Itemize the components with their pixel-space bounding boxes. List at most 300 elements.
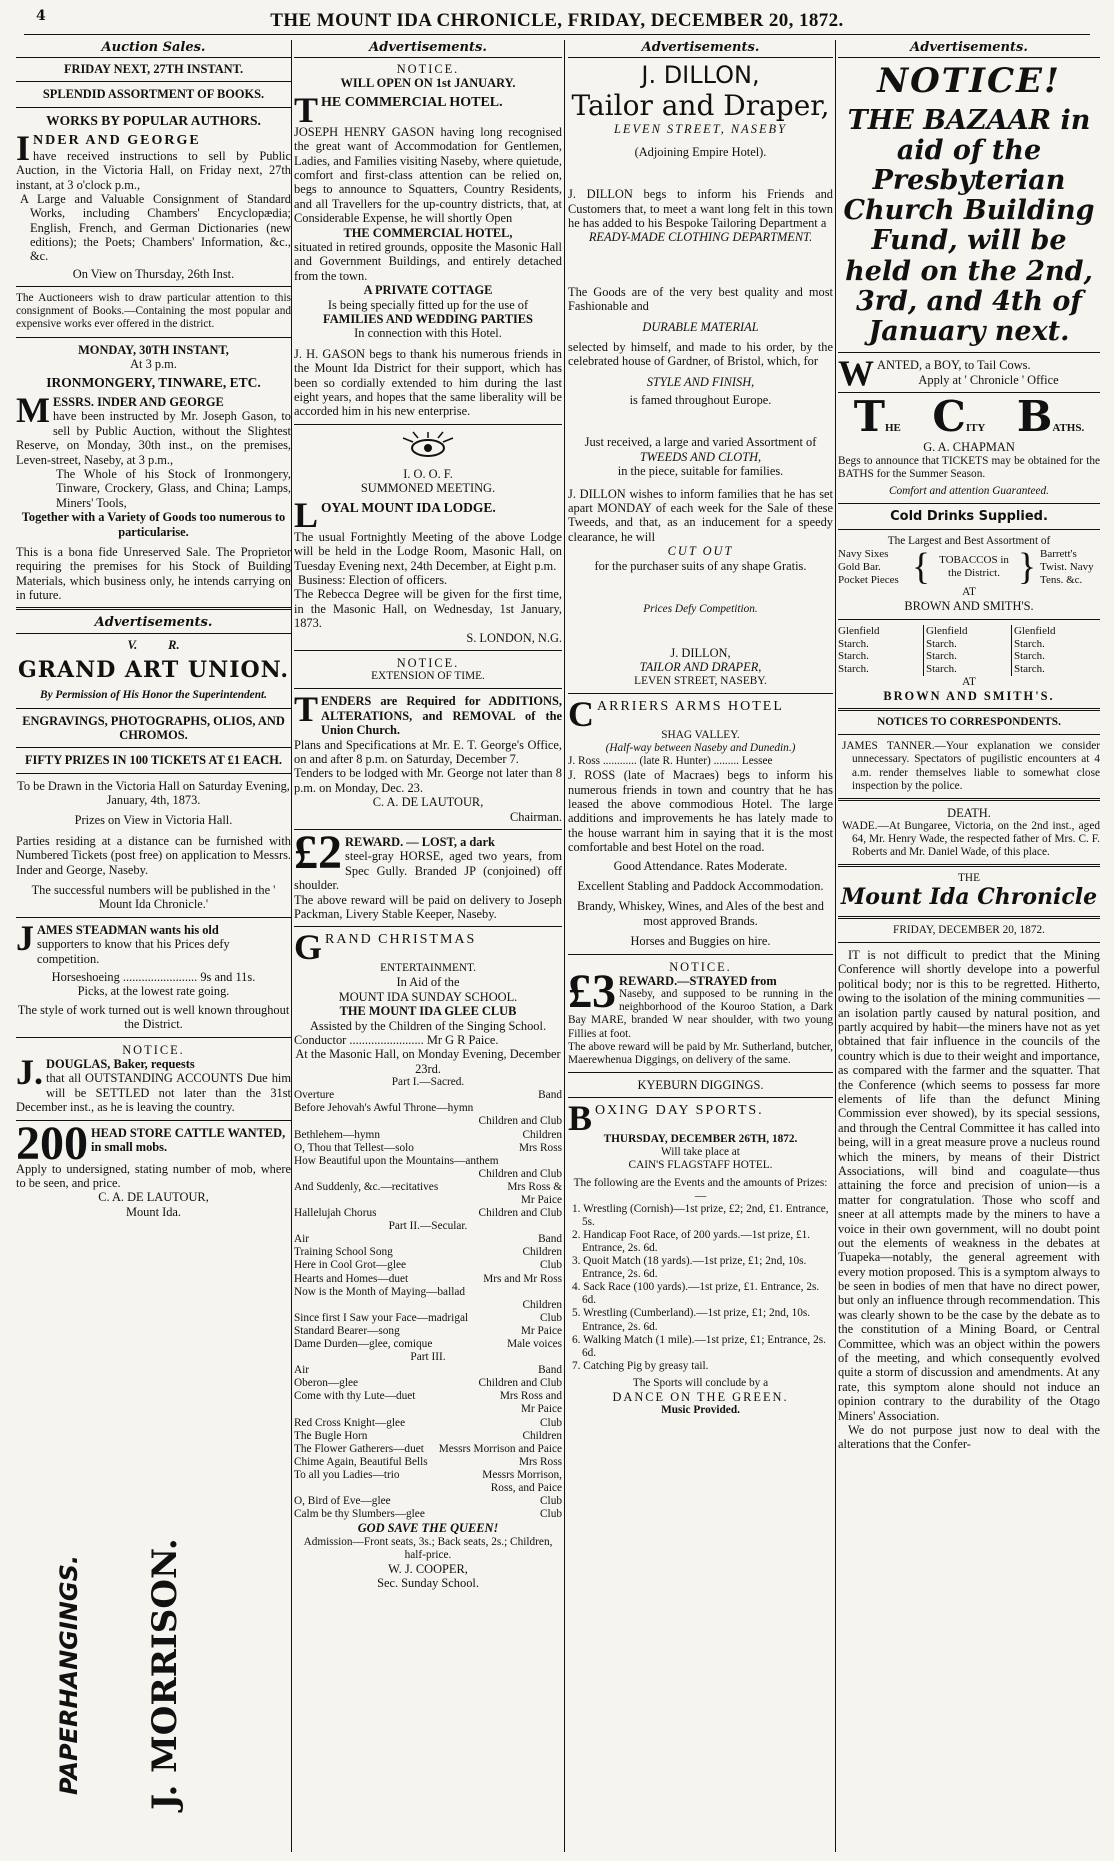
ad-body: that all OUTSTANDING ACCOUNTS Due him will be SETTLED not later than the 31st December inst., as he is leaving the country. [16,1071,291,1115]
newspaper-title: Mount Ida Chronicle [840,884,1098,911]
divider [16,81,291,82]
ad-heading: RAND CHRISTMAS [325,932,477,948]
programme-item [294,1273,562,1286]
ad-body: A Large and Valuable Consignment of Standard Works, including Chambers' Encyclopædia; English, French, and German Dictionaries (new editions); the Poets; Chambers' Information, &c., &c. [20,191,291,264]
programme-piece: Red Cross Knight—glee [294,1416,406,1429]
ad-heading: GRAND ART UNION. [17,656,290,683]
programme-item [294,1403,562,1416]
programme-piece [294,1403,517,1416]
ad-line: The Largest and Best Assortment of [887,534,1051,547]
ad-line: WILL OPEN ON 1st JANUARY. [340,76,516,91]
divider [16,917,291,918]
ad-heading: REWARD. — LOST, a dark [345,834,495,849]
programme-item [294,1364,562,1377]
ad-heading: NDER AND GEORGE [33,132,201,148]
programme-piece [294,1299,518,1312]
programme-part-1 [294,1089,562,1220]
event-item: 5. Wrestling (Cumberland).—1st prize, £1; 2nd, 10s. Entrance, 2s. 6d. [572,1307,811,1333]
divider [16,1037,291,1038]
programme-item [294,1469,562,1482]
programme-piece: Overture [294,1089,335,1102]
programme-performer: Club [540,1259,562,1272]
ad-line: EXTENSION OF TIME. [371,670,485,683]
reward-amount: £3 [568,964,616,1018]
ad-signature: Chairman. [510,809,562,824]
programme-performer: Mr Paice [520,1403,562,1416]
ad-body: J. H. GASON begs to thank his numerous friends in the Mount Ida District for their support, which has been so cordially extended to him during the last eight years, and hopes that the same liberality will be accorded him in his new enterprise. [294,346,562,419]
ad-body: selected by himself, and made to his order, by the celebrated house of Gardner, of Bristol, which, for [568,339,833,369]
ad-line: AT [962,586,976,599]
programme-piece: Chime Again, Beautiful Bells [294,1455,428,1468]
ad-body: situated in retired grounds, opposite the Masonic Hall and Government Buildings, and entirely detached from the town. [294,239,562,283]
event-item: 2. Handicap Foot Race, of 200 yards.—1st prize, £1. Entrance, 2s. 6d. [572,1228,811,1254]
divider [16,286,291,287]
programme-performer: Messrs Morrison, [482,1468,562,1481]
ad-body: Parties residing at a distance can be furnished with Numbered Tickets (post free) on application to Messrs. Inder and George, Naseby. [16,833,291,877]
column-2 [294,40,562,1850]
programme-part-3 [294,1364,562,1521]
section-heading: DEATH. [947,805,991,820]
programme-performer: Messrs Morrison and Paice [438,1442,562,1455]
divider [16,337,291,338]
programme-performer: Mrs Ross & [507,1180,562,1193]
programme-heading: Part III. [410,1351,446,1364]
programme-item [294,1142,562,1155]
programme-item [294,1207,562,1220]
drop-cap: M [16,389,50,430]
ad-line: BROWN AND SMITH'S. [883,688,1055,703]
ad-body: The Goods are of the very best quality and most Fashionable and [568,284,833,314]
ad-line: Conductor ........................ Mr G R Paice. [294,1032,499,1047]
inder-ad-1 [16,127,291,332]
programme-piece: And Suddenly, &c.—recitatives [294,1180,439,1193]
ad-signature: Sec. Sunday School. [377,1576,479,1591]
glenfield-starch-table [838,625,1100,676]
section-heading: Advertisements. [294,40,562,58]
baths-letter: C [932,392,966,442]
programme-item [294,1194,562,1207]
ad-signature: S. LONDON, N.G. [466,630,562,645]
ad-signature: TAILOR AND DRAPER, [639,660,762,675]
drop-cap: T [294,689,319,730]
ad-body: This is a bona fide Unreserved Sale. The Proprietor requiring the premises for his Stock of Building Materials, which business only, he intends carrying on in future. [16,544,291,603]
column-1 [16,40,291,1850]
ad-body: The above reward will be paid by Mr. Sutherland, butcher, Maerewhenua Diggings, on delivery of the same. [568,1040,833,1066]
ad-body: Tenders to be lodged with Mr. George not later than 8 p.m. on Monday, Dec. 23. [294,766,562,795]
programme-item [294,1129,562,1142]
programme-piece: O, Thou that Tellest—solo [294,1141,414,1154]
programme-piece: Now is the Month of Maying—ballad [294,1285,466,1298]
programme-item [294,1430,562,1443]
ad-line: (Half-way between Naseby and Dunedin.) [605,742,796,755]
baths-word: ATHS. [1052,422,1085,435]
divider [294,424,562,425]
programme-performer: Mrs Ross [518,1455,562,1468]
ad-line: ENGRAVINGS, PHOTOGRAPHS, OLIOS, AND CHROMOS. [22,713,285,742]
programme-item [294,1443,562,1456]
divider [838,503,1100,504]
ad-line: Assisted by the Children of the Singing School. [309,1018,547,1033]
programme-item [294,1377,562,1390]
divider [16,708,291,709]
divider [568,693,833,694]
tobacco-centre: TOBACCOS in the District. [939,554,1009,580]
messrs-ad [16,389,291,603]
section-heading: NOTICES TO CORRESPONDENTS. [877,716,1061,729]
divider [838,529,1100,530]
programme-piece: Calm be thy Slumbers—glee [294,1508,425,1521]
ad-body: The Whole of his Stock of Ironmongery, Tinware, Crockery, Glass, and China; Lamps, Miners' Tools, [56,466,291,510]
drop-cap: W [838,353,874,394]
ad-line: The Sports will conclude by a [632,1376,769,1389]
ad-body: steel-gray HORSE, aged two years, from Spec Gully. Branded JP (conjoined) off shoulder. [294,849,562,893]
ad-line: To be Drawn in the Victoria Hall on Saturday Evening, January, 4th, 1873. [17,778,290,808]
douglas-ad [16,1051,291,1115]
ad-body: The above reward will be paid on delivery to Joseph Packman, Livery Stable Keeper, Naseby. [294,892,562,921]
tobacco-block [838,546,1100,589]
correspondent-note: JAMES TANNER.—Your explanation we consider unnecessary. Spectators of pugilistic encounters at 4 a.m. render themselves liable to somewhat close inspection by the police. [842,740,1100,792]
programme-performer: Ross, and Paice [490,1482,562,1495]
drop-cap: J [16,917,34,958]
ad-heading: J. DILLON, [641,61,760,90]
ad-line: STYLE AND FINISH, [646,374,755,389]
ad-line: DANCE ON THE GREEN. [612,1390,789,1405]
editorial-date: FRIDAY, DECEMBER 20, 1872. [893,923,1045,936]
ad-line: IRONMONGERY, TINWARE, ETC. [46,375,261,391]
commercial-hotel-ad [294,89,562,419]
ad-line: in the piece, suitable for families. [617,464,784,479]
programme-performer: Club [540,1416,562,1429]
programme-item [294,1102,562,1115]
ad-line: Apply at ' Chronicle ' Office [918,372,1059,387]
programme-piece: Hearts and Homes—duet [294,1272,409,1285]
programme-piece: Hallelujah Chorus [294,1207,377,1220]
column-3 [568,40,833,1850]
ad-line: The style of work turned out is well known throughout the District. [17,1002,290,1032]
ad-line: (Adjoining Empire Hotel). [634,144,767,159]
ad-line: Horses and Buggies on hire. [630,934,771,949]
programme-piece [294,1482,487,1495]
baths-word: HE [885,422,901,435]
ad-heading: ENDERS are Required for ADDITIONS, ALTERATIONS, and REMOVAL of the Union Church. [321,694,562,738]
programme-performer: Children and Club [478,1115,562,1128]
column-rule [564,40,565,1852]
programme-performer: Children and Club [478,1167,562,1180]
glenfield-line: Glenfield [838,624,880,637]
programme-part-2 [294,1233,562,1351]
ad-line: At 3 p.m. [130,356,177,371]
divider [294,650,562,651]
ad-heading: DOUGLAS, Baker, requests [46,1056,195,1071]
programme-performer: Club [540,1508,562,1521]
events-list [568,1203,833,1373]
ad-line: AT [962,675,976,688]
ad-line: BROWN AND SMITH'S. [904,599,1034,614]
programme-piece: How Beautiful upon the Mountains—anthem [294,1154,499,1167]
glenfield-cell [926,625,1012,676]
programme-performer: Children [522,1298,562,1311]
tenders-ad [294,689,562,824]
programme-performer: Mrs and Mr Ross [483,1272,562,1285]
ad-heading: ANTED, a BOY, to Tail Cows. [877,358,1031,373]
baths-letter: T [853,392,885,442]
ad-line: MOUNT IDA SUNDAY SCHOOL. [338,989,518,1004]
section-heading: Advertisements. [838,40,1100,58]
ad-line: SHAG VALLEY. [661,728,740,741]
ad-heading: NOTICE. [122,1042,185,1057]
programme-piece: Come with thy Lute—duet [294,1390,416,1403]
programme-item [294,1325,562,1338]
ad-line: Horseshoeing ........................ 9s and 11s. [51,970,256,984]
programme-item [294,1181,562,1194]
drop-cap: C [568,693,594,734]
divider [838,352,1100,353]
section-heading: Auction Sales. [16,40,291,58]
programme-performer: Children and Club [478,1207,562,1220]
ad-signature: J. DILLON, [670,646,731,661]
drop-cap: G [294,927,323,968]
programme-heading: Part I.—Sacred. [391,1076,465,1089]
ad-line: V. R. [127,637,180,652]
ad-line: THE [958,872,980,885]
ad-body: The Auctioneers wish to draw particular attention to this consignment of Books.—Containing the most popular and expensive works ever offered in the district. [16,292,291,331]
ad-line: Just received, a large and varied Assortment of [584,435,817,450]
tobacco-left: Navy Sixes Gold Bar. Pocket Pieces [838,548,899,586]
section-heading: Advertisements. [16,615,291,633]
programme-item [294,1259,562,1272]
ad-line: THE COMMERCIAL HOTEL, [343,225,513,240]
ad-heading: NOTICE! [877,61,1061,102]
ad-line: FRIDAY NEXT, 27TH INSTANT. [63,62,244,77]
divider [838,916,1100,919]
programme-item [294,1417,562,1430]
programme-heading: Part II.—Secular. [388,1220,468,1233]
ad-line: Prizes on View in Victoria Hall. [74,813,233,828]
ad-line: Comfort and attention Guaranteed. [888,484,1050,497]
ad-line: SUMMONED MEETING. [360,481,496,496]
programme-item [294,1115,562,1128]
ad-line: C. A. DE LAUTOUR, [98,1190,209,1205]
glenfield-line: Starch. [926,663,957,675]
bazaar-notice: THE BAZAAR in aid of the Presbyterian Church Building Fund, will be held on the 2nd, 3rd, and 4th of January next. [843,104,1095,348]
event-item: 7. Catching Pig by greasy tail. [572,1359,709,1372]
divider [568,1072,833,1073]
masthead [24,8,1090,35]
steadman-ad [16,917,291,1032]
lodge-emblem [294,430,562,467]
column-rule [835,40,836,1852]
ad-line: Brandy, Whiskey, Wines, and Ales of the best and most approved Brands. [577,899,824,928]
ad-heading: HEAD STORE CATTLE WANTED, in small mobs. [91,1125,286,1154]
ad-body: Apply to undersigned, stating number of mob, where to be seen, and price. [16,1161,291,1190]
glenfield-line: Starch. [926,637,957,650]
divider [838,619,1100,620]
ad-line: WORKS BY POPULAR AUTHORS. [46,112,261,128]
divider [568,954,833,955]
programme-piece: Training School Song [294,1246,393,1259]
ad-line: In connection with this Hotel. [354,326,502,341]
ad-heading: OXING DAY SPORTS. [595,1103,764,1119]
programme-piece: The Flower Gatherers—duet [294,1442,424,1455]
ad-heading: HE COMMERCIAL HOTEL. [321,94,503,110]
ad-heading: PAPERHANGINGS. [55,1555,83,1795]
programme-piece: Air [294,1364,310,1377]
programme-piece: Here in Cool Grot—glee [294,1259,406,1272]
brace-right-icon: } [1017,546,1037,589]
ad-body: The usual Fortnightly Meeting of the above Lodge will be held in the Lodge Room, Masonic Hall, on Tuesday Evening next, 24th December, at Eight p.m. [294,529,562,573]
ad-line: MONDAY, 30TH INSTANT, [78,342,229,357]
glenfield-line: Glenfield [926,624,968,637]
ad-heading: REWARD.—STRAYED from [619,973,777,988]
programme-item [294,1456,562,1469]
programme-item [294,1495,562,1508]
programme-piece: Since first I Saw your Face—madrigal [294,1311,469,1324]
programme-performer: Children [522,1128,562,1141]
death-notice: WADE.—At Bungaree, Victoria, on the 2nd inst., aged 64, Mr. Henry Wade, the respected father of Mrs. C. F. Roberts and Mr. Daniel Wade, of this place. [842,820,1100,859]
event-item: 4. Sack Race (100 yards).—1st prize, £1. Entrance, 2s. 6d. [572,1281,820,1307]
divider [838,864,1100,867]
programme-performer: Band [538,1233,562,1246]
glenfield-cell [1014,625,1100,676]
carriers-arms-ad [568,693,833,949]
ad-line: CUT OUT [667,544,734,559]
editorial-body: We do not purpose just now to deal with the alterations that the Confer- [838,1422,1100,1452]
drop-cap: I [16,127,31,168]
event-item: 6. Walking Match (1 mile).—1st prize, £1; Entrance, 2s. 6d. [572,1333,826,1359]
lost-horse-ad [294,825,562,921]
drop-cap: B [568,1098,593,1139]
programme-performer: Children [522,1246,562,1259]
ad-line: G. A. CHAPMAN [923,440,1015,455]
programme-piece [294,1168,475,1181]
ad-heading: J. MORRISON. [145,1538,185,1810]
programme-piece: Before Jehovah's Awful Throne—hymn [294,1102,474,1115]
ad-signature: C. A. DE LAUTOUR, [372,795,484,810]
ad-heading: NOTICE. [396,62,460,77]
ad-line: Mount Ida. [125,1204,182,1219]
ad-line: LEVEN STREET, NASEBY [614,122,787,137]
ad-number: 200 [16,1116,88,1170]
programme-item [294,1286,562,1299]
programme-performer: Mrs Ross and [499,1390,562,1403]
ad-line: THE MOUNT IDA GLEE CLUB [339,1004,517,1019]
divider [838,798,1100,801]
ad-line: Prices Defy Competition. [643,602,758,615]
column-4 [838,40,1100,1850]
ad-line: A PRIVATE COTTAGE [363,283,493,298]
programme-item [294,1246,562,1259]
city-baths-heading [838,392,1100,442]
ad-body: Begs to announce that TICKETS may be obtained for the BATHS for the Summer Season. [838,454,1100,480]
page-number: 4 [36,8,46,24]
programme-performer: Band [538,1089,562,1102]
programme-item [294,1233,562,1246]
ad-line: The successful numbers will be published in the ' Mount Ida Chronicle.' [31,883,276,912]
editorial-body: IT is not difficult to predict that the Mining Conference will shortly develope into a powerful political body; nor is this to be regretted. Hitherto, owing to the isolation of the mining communities — an isolation partly caused by natural position, and partly acquired by habit—the miners have not as yet obtained that fair influence in the councils of the country which is due to their weight and importance, as compared with the farmer and the squatter. That the Conference (which seems to possess far more elements of life than the defunct Mining Commission ever showed), by its special sessions, and through the Central Committee it has called into being, will in a great measure prove a nucleus round which the miners, by means of their District Associations, will bind and coagulate—thus attaining the force and precision of union—is a matter for congratulation. Those who scoff and sneer at all attempts made by the miners to have a voice in their own government, will no doubt point out the elements of weakness in the debates at Tuapeka—notably, the general agreement with every motion proposed. This is a symptom always to be seen in bodies of men that have no direct power, but only an influence through recommendation. This was clearly shown to be the case by the debate as to the constitution of a Mining Board, or Central Committee, which was an object within the powers of the meeting, and which consequently evolved quite a storm of discussion and amendments. At any rate, this symptom alone should not induce an opinion contrary to the durability of the Otago Miners' Association. [838,948,1100,1423]
divider [568,1097,833,1098]
divider [16,773,291,774]
ad-line: SPLENDID ASSORTMENT OF BOOKS. [42,87,265,102]
programme-piece: The Bugle Horn [294,1429,368,1442]
ad-signature: LEVEN STREET, NASEBY. [634,674,767,687]
divider [838,708,1100,711]
ad-line: is famed throughout Europe. [629,393,772,408]
drop-cap: T [294,89,319,130]
section-heading: Advertisements. [568,40,833,58]
ad-line: By Permission of His Honor the Superintendent. [40,689,267,702]
programme-performer: Children [522,1429,562,1442]
programme-piece: Bethlehem—hymn [294,1128,380,1141]
divider [294,926,562,927]
divider [16,747,291,748]
ad-body: Plans and Specifications at Mr. E. T. George's Office, on and after 8 p.m. on Saturday, December 7. [294,737,562,767]
programme-item [294,1168,562,1181]
programme-performer: Mrs Ross [518,1141,562,1154]
boxing-day-ad [568,1098,833,1417]
ad-line: Cold Drinks Supplied. [890,508,1048,524]
programme-performer: Mr Paice [520,1193,562,1206]
ad-body: JOSEPH HENRY GASON having long recognised the great want of Accommodation for Gentlemen, Ladies, and Families visiting Naseby, where quietude, comfort and first-class attention can be relied on, begs to announce to Squatters, Country Residents, and all Travellers for the up-country districts, that, at Considerable Expense, he will shortly Open [294,124,562,226]
ad-heading: Tailor and Draper, [571,88,830,122]
programme-performer: Male voices [507,1338,562,1351]
ad-body: Business: Election of officers. [298,573,448,588]
cattle-ad [16,1116,291,1220]
ad-line: CAIN'S FLAGSTAFF HOTEL. [628,1159,773,1172]
drop-cap: J. [16,1051,43,1092]
ad-heading: KYEBURN DIGGINGS. [637,1077,764,1092]
ad-line: In Aid of the [396,975,460,990]
ad-body: supporters to know that his Prices defy competition. [37,937,230,966]
programme-piece: Dame Durden—glee, comique [294,1338,433,1351]
ad-heading: ESSRS. INDER AND GEORGE [52,394,224,409]
ad-line: TWEEDS AND CLOTH, [639,449,762,464]
ad-body: The Rebecca Degree will be given for the first time, in the Masonic Hall, on Wednesday, 1st January, 1873. [294,587,562,631]
ad-body: Naseby, and supposed to be running in the neighborhood of the Kouroo Station, a Dark Bay MARE, branded W near shoulder, with two young Fillies at foot. [568,988,833,1040]
glenfield-line: Starch. [1014,637,1045,650]
programme-piece: Air [294,1233,310,1246]
ad-heading: NOTICE. [669,959,732,974]
brace-left-icon: { [911,546,931,589]
ad-body: have received instructions to sell by Public Auction, in the Victoria Hall, on Friday next, 27th instant, at 3 o'clock p.m., [16,148,291,192]
programme-item [294,1508,562,1521]
programme-item [294,1338,562,1351]
ad-heading: NOTICE. [396,655,460,670]
divider [16,107,291,108]
programme-performer: Club [540,1495,562,1508]
divider [16,607,291,610]
programme-piece: Standard Bearer—song [294,1324,400,1337]
ad-line: Admission—Front seats, 3s.; Back seats, 2s.; Children, half-price. [303,1535,553,1561]
ad-line: Is being specially fitted up for the use of [327,297,529,312]
event-item: 1. Wrestling (Cornish)—1st prize, £2; 2nd, £1. Entrance, 5s. [572,1202,829,1228]
eye-emblem-icon [393,430,463,464]
column-rule [291,40,292,1852]
ad-line: READY-MADE CLOTHING DEPARTMENT. [588,230,813,245]
ad-heading: OYAL MOUNT IDA LODGE. [321,499,496,515]
ad-line: Good Attendance. Rates Moderate. [613,858,788,873]
programme-item [294,1089,562,1102]
programme-item [294,1299,562,1312]
ad-line: Excellent Stabling and Paddock Accommodation. [577,878,824,893]
glenfield-line: Starch. [926,650,957,663]
programme-item [294,1482,562,1495]
programme-performer: Children and Club [478,1377,562,1390]
paperhangings-ad [16,1538,291,1815]
christmas-entertainment-ad [294,927,562,1591]
baths-letter: B [1016,392,1053,442]
programme-performer: Band [538,1364,562,1377]
glenfield-cell [838,625,924,676]
